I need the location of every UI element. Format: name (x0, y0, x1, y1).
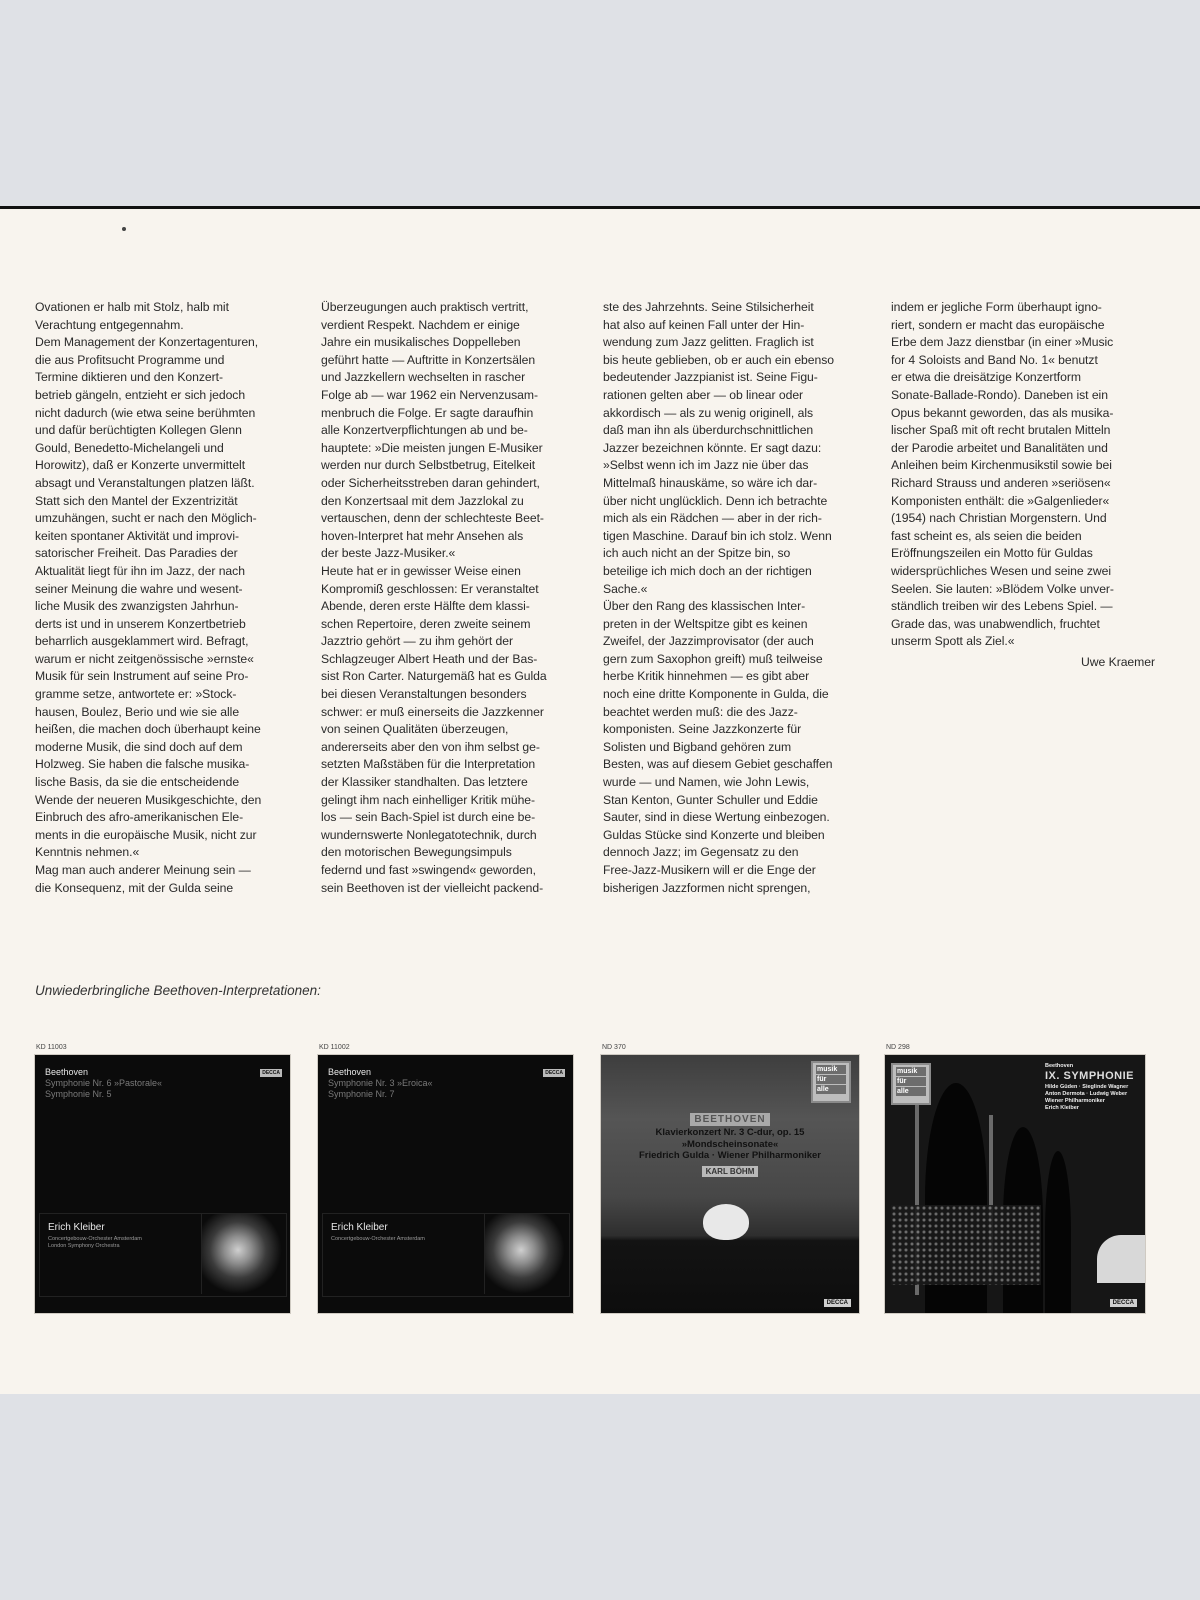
composer-text: BEETHOVEN (690, 1113, 769, 1126)
print-speck (122, 227, 126, 231)
article-line: Richard Strauss und anderen »seriösen« (891, 475, 1111, 490)
article-line: dennoch Jazz; im Gegensatz zu den (603, 845, 799, 860)
article-column-3 (603, 299, 881, 897)
article-line: Kenntnis nehmen.« (35, 845, 140, 860)
article-line: beachtet werden muß: die des Jazz- (603, 704, 798, 719)
cover-work: IX. SYMPHONIE (1045, 1070, 1135, 1082)
article-line: gern zum Saxophon greift) muß teilweise (603, 651, 823, 666)
catalog-number: KD 11003 (36, 1044, 67, 1051)
article-line: Ovationen er halb mit Stolz, halb mit (35, 300, 229, 314)
article-line: unserm Spott als Ziel.« (891, 634, 1015, 649)
article-line: ste des Jahrzehnts. Seine Stilsicherheit (603, 300, 814, 314)
cover-work-2: Symphonie Nr. 5 (45, 1089, 112, 1099)
article-line: geführt hatte — Auftritte in Konzertsälen (321, 352, 536, 367)
moon-image (703, 1204, 749, 1240)
article-line: beteilige ich mich doch an der richtigen (603, 563, 812, 578)
article-line: Zweifel, der Jazzimprovisator (der auch (603, 634, 814, 649)
article-line: schwer: er muß einerseits die Jazzkenner (321, 704, 544, 719)
article-line: Statt sich den Mantel der Exzentrizität (35, 493, 238, 508)
orchestra-line: Concertgebouw-Orchester Amsterdam (331, 1236, 425, 1242)
decca-logo: DECCA (824, 1299, 851, 1307)
cover-composer: Beethoven (1045, 1063, 1074, 1069)
article-line: Erbe dem Jazz dienstbar (in einer »Music (891, 335, 1114, 350)
article-line: umzuhängen, sucht er nach den Möglich- (35, 511, 257, 526)
article-line: Anleihen beim Kirchenmusikstil sowie bei (891, 458, 1112, 473)
cover-performers: Friedrich Gulda · Wiener Philharmoniker (638, 1150, 822, 1161)
conductor-portrait (201, 1214, 282, 1294)
cover-work: Klavierkonzert Nr. 3 C-dur, op. 15 (655, 1127, 805, 1138)
cover-subtitle: »Mondscheinsonate« (681, 1139, 779, 1150)
album-cover (601, 1055, 859, 1313)
article-line: heißen, die machen doch überhaupt keine (35, 722, 261, 737)
article-line: hoven-Interpret hat mehr Ansehen als (321, 528, 524, 543)
article-line: Jazztrio gehört — zu ihm gehört der (321, 634, 513, 649)
article-line: und dafür berüchtigten Kollegen Glenn (35, 423, 242, 438)
article-line: moderne Musik, die sind doch auf dem (35, 739, 243, 754)
article-line: sein Beethoven ist der vielleicht packend- (321, 880, 544, 895)
conductor-panel (322, 1213, 570, 1297)
catalog-number: KD 11002 (319, 1044, 350, 1051)
article-line: Guldas Stücke sind Konzerte und bleiben (603, 827, 825, 842)
article-line: hat also auf keinen Fall unter der Hin- (603, 317, 805, 332)
article-line: Abende, deren erste Hälfte dem klassi- (321, 599, 530, 614)
cover-work-2: Symphonie Nr. 7 (328, 1089, 395, 1099)
cover-conductor: Erich Kleiber (331, 1222, 388, 1233)
article-line: derts ist und in unserem Konzertbetrieb (35, 616, 246, 631)
badge-word: für (896, 1077, 926, 1086)
article-line: ments in die europäische Musik, nicht zur (35, 827, 257, 842)
article-line: und Jazzkellern wechselten in rascher (321, 370, 526, 385)
article-line: Mittelmaß hinauskäme, so wäre ich dar- (603, 475, 818, 490)
article-line: bedeutender Jazzpianist ist. Seine Figu- (603, 370, 818, 385)
article-line: der beste Jazz-Musiker.« (321, 546, 456, 561)
article-line: Wende der neueren Musikgeschichte, den (35, 792, 262, 807)
article-line: Jazzer bezeichnen könnte. Er sagt dazu: (603, 440, 822, 455)
article-line: warum er nicht zeitgenössische »ernste« (35, 651, 254, 666)
badge-word: alle (896, 1087, 926, 1096)
article-line: satorischer Freiheit. Das Paradies der (35, 546, 238, 561)
conductor-panel (39, 1213, 287, 1297)
article-line: sist Ron Carter. Naturgemäß hat es Gulda (321, 669, 547, 684)
badge-word: alle (816, 1085, 846, 1094)
cover-title-block (45, 1067, 162, 1100)
article-line: tigen Maschine. Darauf bin ich stolz. Wenn (603, 528, 832, 543)
article-line: Sauter, sind in diese Wertung einbezogen. (603, 810, 830, 825)
author-signature: Uwe Kraemer (1081, 654, 1155, 669)
record-item (35, 1043, 290, 1313)
article-line: Free-Jazz-Musikern will er die Enge der (603, 863, 816, 877)
article-line: herbe Kritik hinnehmen — es gibt aber (603, 669, 810, 684)
badge-word: musik (816, 1065, 846, 1074)
cover-conductor: Erich Kleiber (48, 1222, 105, 1233)
cover-soloists: Hilde Güden · Sieglinde Wagner (1045, 1084, 1129, 1090)
article-line: Komponisten enthält: die »Galgenlieder« (891, 493, 1110, 508)
article-line: mich als ein Rädchen — aber in der rich- (603, 511, 822, 526)
article-line: schen Repertoire, deren zweite seinem (321, 616, 531, 631)
article-line: federnd und fast »swingend« geworden, (321, 863, 536, 877)
cover-work-1: Symphonie Nr. 3 »Eroica« (328, 1078, 433, 1088)
article-line: Musik für sein Instrument auf seine Pro- (35, 669, 249, 684)
article-line: lische Basis, da sie die entscheidende (35, 775, 240, 790)
article-line: Sonate-Ballade-Rondo). Daneben ist ein (891, 387, 1108, 402)
article-line: akkordisch — als zu wenig originell, als (603, 405, 814, 420)
article-line: menbruch die Folge. Er sagte daraufhin (321, 405, 534, 420)
article-line: Jahre ein musikalisches Doppelleben (321, 335, 521, 350)
catalog-number: ND 370 (602, 1044, 626, 1051)
article-line: lischer Spaß mit oft recht brutalen Mitteln (891, 423, 1111, 438)
article-line: verdient Respekt. Nachdem er einige (321, 317, 520, 332)
article-line: keiten spontaner Aktivität und improvi- (35, 528, 239, 543)
article-line: seiner Meinung die wahre und wesent- (35, 581, 243, 596)
article-line: den Konzertsaal mit dem Jazzlokal zu (321, 493, 524, 508)
badge-word: musik (896, 1067, 926, 1076)
article-line: Überzeugungen auch praktisch vertritt, (321, 300, 529, 314)
article-line: bis heute geblieben, ob er auch ein ebenso (603, 352, 834, 367)
article-line: komponisten. Seine Jazzkonzerte für (603, 722, 802, 737)
article-line: Heute hat er in gewisser Weise einen (321, 563, 521, 578)
article-line: Sache.« (603, 581, 648, 596)
cover-orchestra (331, 1236, 425, 1243)
article-line: liche Musik des zwanzigsten Jahrhun- (35, 599, 239, 614)
article-line: Termine diktieren und den Konzert- (35, 370, 223, 385)
article-column-2 (321, 299, 593, 897)
article-line: Gould, Benedetto-Michelangeli und (35, 440, 224, 455)
cover-composer (601, 1109, 859, 1127)
article-line: andererseits aber den von ihm selbst ge- (321, 739, 540, 754)
musik-fuer-alle-badge (811, 1061, 851, 1103)
article-line: widersprüchliches Wesen und seine zwei (891, 563, 1112, 578)
cover-work-1: Symphonie Nr. 6 »Pastorale« (45, 1078, 163, 1088)
article-column-4 (891, 299, 1155, 897)
article-line: Aktualität liegt für ihn im Jazz, der nach (35, 563, 245, 578)
conductor-text: KARL BÖHM (702, 1166, 759, 1177)
foliage-image (891, 1205, 1041, 1285)
cover-orchestra: Wiener Philharmoniker (1045, 1098, 1105, 1104)
article-line: indem er jegliche Form überhaupt igno- (891, 300, 1102, 314)
article-line: riert, sondern er macht das europäische (891, 317, 1105, 332)
article-line: noch eine dritte Komponente in Gulda, die (603, 687, 829, 702)
article-line: den motorischen Bewegungsimpuls (321, 845, 512, 860)
article-line: über nicht unglücklich. Denn ich betrachte (603, 493, 828, 508)
article-line: alle Konzertverpflichtungen ab und be- (321, 423, 528, 438)
record-item (885, 1043, 1145, 1313)
article-line: oder Sicherheitsstreben daran gehindert, (321, 475, 540, 490)
article-line: bisherigen Jazzformen nicht sprengen, (603, 880, 811, 895)
article-line: die Konsequenz, mit der Gulda seine (35, 880, 234, 895)
article-line: von seinen Qualitäten überzeugen, (321, 722, 509, 737)
article-line: ich auch nicht an der Spitze bin, so (603, 546, 791, 561)
article-line: setzten Maßstäben für die Interpretation (321, 757, 536, 772)
article-column-1 (35, 299, 305, 897)
article-line: Kompromiß geschlossen: Er veranstaltet (321, 581, 539, 596)
cover-orchestra (48, 1236, 142, 1250)
cover-title-block (328, 1067, 433, 1100)
decca-logo: DECCA (262, 1070, 280, 1076)
article-line: (1954) nach Christian Morgenstern. Und (891, 511, 1107, 526)
article-line: nicht dadurch (wie etwa seine berühmten (35, 405, 256, 420)
liner-notes-page (0, 206, 1200, 1394)
article-line: Eröffnungszeilen ein Motto für Guldas (891, 546, 1093, 561)
cover-composer: Beethoven (328, 1067, 372, 1077)
article-line: absagt und Veranstaltungen platzen läßt. (35, 475, 255, 490)
article-line: ständlich treiben wir des Lebens Spiel. — (891, 599, 1113, 614)
catalog-number: ND 298 (886, 1044, 910, 1051)
window-light (1097, 1235, 1145, 1283)
article-line: werden nur durch Selbstbetrug, Eitelkeit (321, 458, 536, 473)
album-cover (885, 1055, 1145, 1313)
article-line: Stan Kenton, Gunter Schuller und Eddie (603, 792, 818, 807)
article-line: Folge ab — war 1962 ein Nervenzusam- (321, 387, 539, 402)
article-line: »Selbst wenn ich im Jazz nie über das (603, 458, 809, 473)
article-line: Einbruch des afro-amerikanischen Ele- (35, 810, 244, 825)
article-line: fast scheint es, als seien die beiden (891, 528, 1082, 543)
article-line: der Parodie arbeitet und Banalitäten und (891, 440, 1108, 455)
article-line: hausen, Boulez, Berio und wie sie alle (35, 704, 240, 719)
article-line: betrieb gängeln, entzieht er sich jedoch (35, 387, 246, 402)
article-line: Solisten und Bigband gehören zum (603, 739, 792, 754)
decca-logo: DECCA (1110, 1299, 1137, 1307)
article-line: Holzweg. Sie haben die falsche musika- (35, 757, 250, 772)
record-item (318, 1043, 573, 1313)
cover-soloists: Anton Dermota · Ludwig Weber (1045, 1091, 1128, 1097)
article-line: Besten, was auf diesem Gebiet geschaffen (603, 757, 833, 772)
article-line: die aus Profitsucht Programme und (35, 352, 225, 367)
article-line: gramme setze, antwortete er: »Stock- (35, 687, 237, 702)
album-cover (35, 1055, 290, 1313)
article-line: Seelen. Sie lauten: »Blödem Volke unver- (891, 581, 1114, 596)
article-line: rationen gelten aber — ob linear oder (603, 387, 804, 402)
arch-shape (1045, 1151, 1071, 1313)
orchestra-line: Concertgebouw-Orchester Amsterdam (48, 1236, 142, 1242)
article-line: Opus bekannt geworden, das als musika- (891, 405, 1114, 420)
cover-text-block (1045, 1063, 1137, 1112)
article-line: vertauschen, denn der schlechteste Beet- (321, 511, 544, 526)
article-line: daß man ihn als überdurchschnittlichen (603, 423, 814, 438)
article-line: Grade das, was unabwendlich, fruchtet (891, 616, 1100, 631)
article-line: bei diesen Veranstaltungen besonders (321, 687, 527, 702)
decca-logo: DECCA (545, 1070, 563, 1076)
article-line: hauptete: »Die meisten jungen E-Musiker (321, 440, 543, 455)
article-line: der Klassiker standhalten. Das letztere (321, 775, 528, 790)
article-line: beharrlich ausgeklammert wird. Befragt, (35, 634, 249, 649)
article-line: preten in der Weltspitze gibt es keinen (603, 616, 808, 631)
article-line: Verachtung entgegennahm. (35, 317, 184, 332)
article-line: Über den Rang des klassischen Inter- (603, 599, 806, 614)
article-line: Mag man auch anderer Meinung sein — (35, 863, 251, 877)
article-line: wurde — und Namen, wie John Lewis, (603, 775, 810, 790)
orchestra-line: London Symphony Orchestra (48, 1243, 120, 1249)
article-line: Dem Management der Konzertagenturen, (35, 335, 259, 350)
cover-composer: Beethoven (45, 1067, 89, 1077)
records-heading: Unwiederbringliche Beethoven-Interpretationen: (35, 983, 321, 998)
article-line: er etwa die dreisätzige Konzertform (891, 370, 1081, 385)
article-line: wundernswerte Nonlegatotechnik, durch (321, 827, 537, 842)
article-line: Horowitz), daß er Konzerte unvermittelt (35, 458, 246, 473)
article-line: los — sein Bach-Spiel ist durch eine be- (321, 810, 536, 825)
article-line: gelingt ihm nach einhelliger Kritik mühe- (321, 792, 536, 807)
badge-word: für (816, 1075, 846, 1084)
cover-conductor: Erich Kleiber (1045, 1105, 1079, 1111)
conductor-portrait (484, 1214, 565, 1294)
cover-conductor (601, 1161, 859, 1179)
album-cover (318, 1055, 573, 1313)
article-line: Schlagzeuger Albert Heath und der Bas- (321, 651, 538, 666)
article-body (35, 299, 1165, 897)
record-item (601, 1043, 859, 1313)
article-line: for 4 Soloists and Band No. 1« benutzt (891, 352, 1098, 367)
musik-fuer-alle-badge (891, 1063, 931, 1105)
article-line: wendung zum Jazz gelitten. Fraglich ist (603, 335, 814, 350)
record-list (35, 1043, 1145, 1313)
